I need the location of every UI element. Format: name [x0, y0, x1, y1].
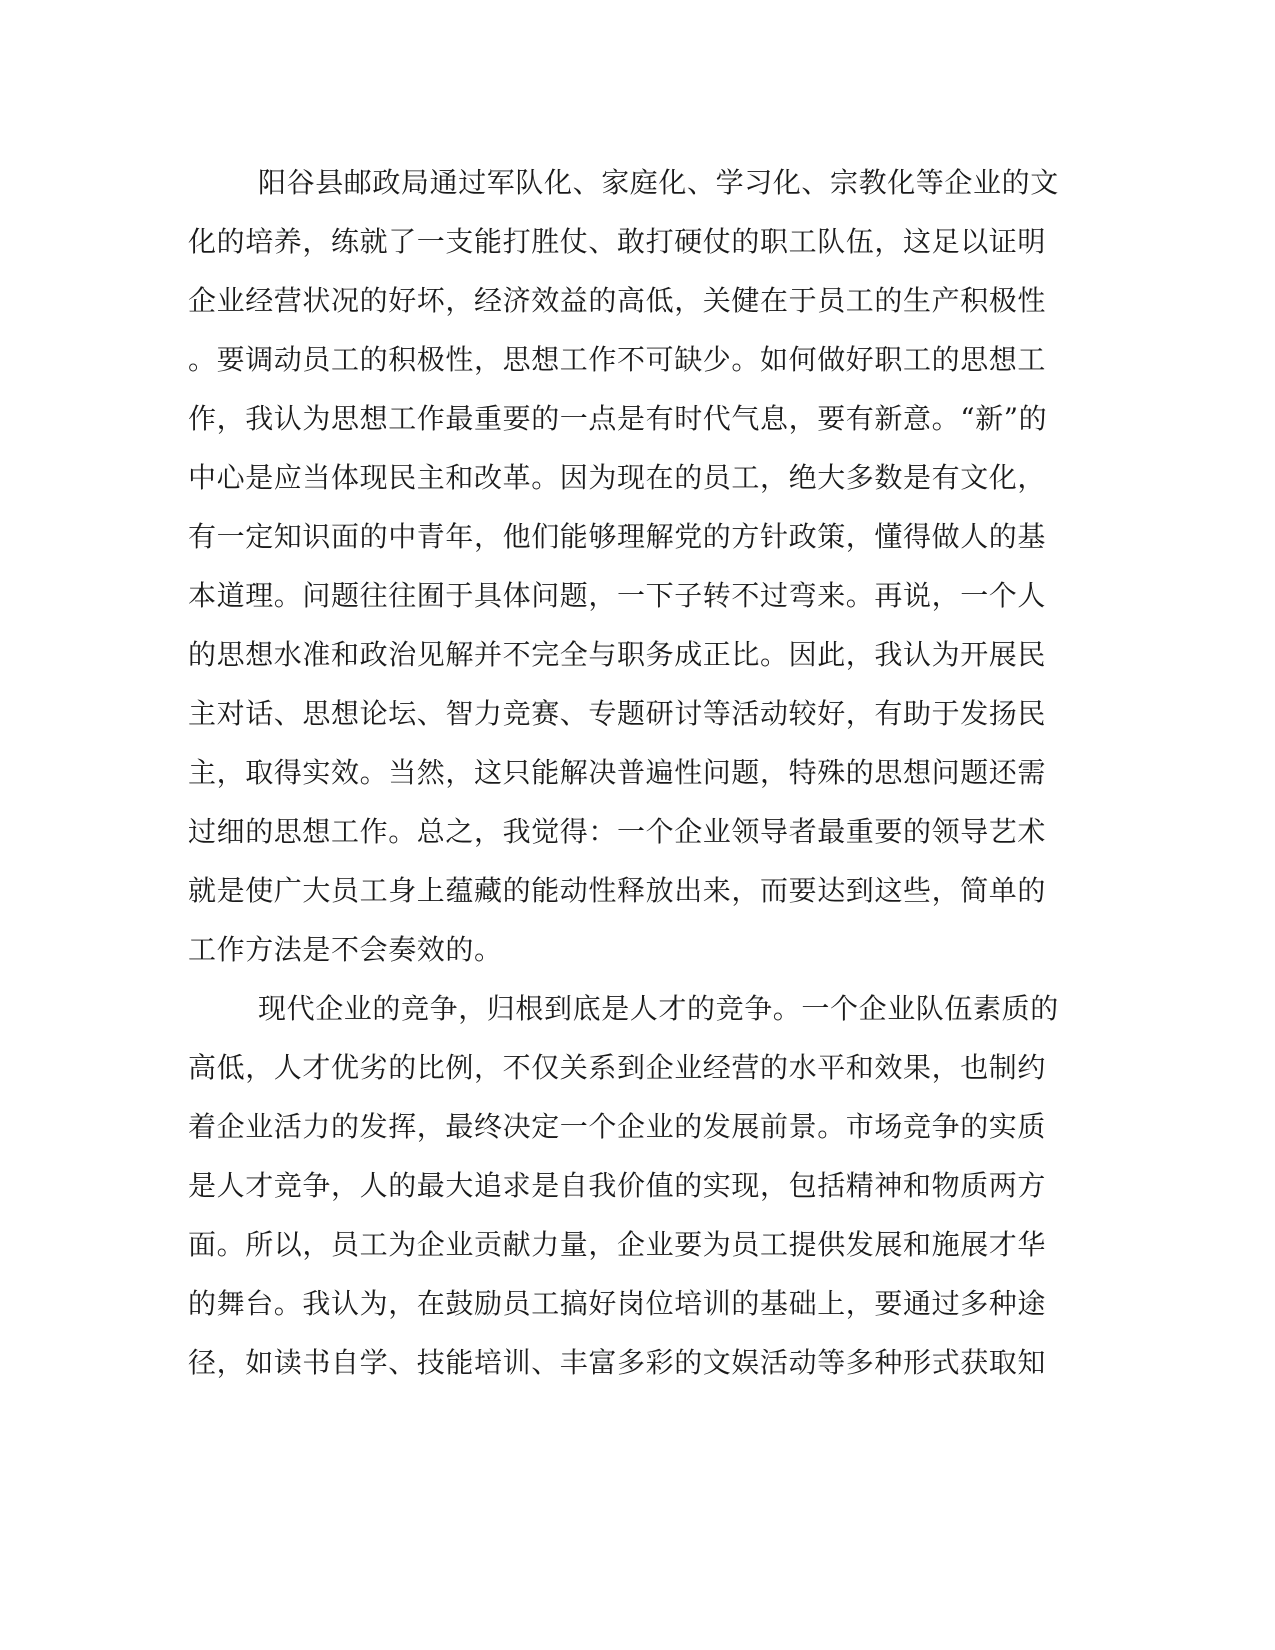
- paragraph-1-line-5: 作，我认为思想工作最重要的一点是有时代气息，要有新意。“新”的: [188, 402, 1048, 435]
- paragraph-2-line-2: 高低，人才优劣的比例，不仅关系到企业经营的水平和效果，也制约: [188, 1051, 1047, 1084]
- paragraph-1-line-7: 有一定知识面的中青年，他们能够理解党的方针政策，懂得做人的基: [188, 520, 1047, 553]
- paragraph-1-line-11: 主，取得实效。当然，这只能解决普遍性问题，特殊的思想问题还需: [188, 756, 1047, 789]
- paragraph-2-line-7: 径，如读书自学、技能培训、丰富多彩的文娱活动等多种形式获取知: [188, 1346, 1047, 1379]
- paragraph-1-line-2: 化的培养，练就了一支能打胜仗、敢打硬仗的职工队伍，这足以证明: [188, 225, 1047, 258]
- paragraph-2-line-3: 着企业活力的发挥，最终决定一个企业的发展前景。市场竞争的实质: [188, 1110, 1047, 1143]
- paragraph-2-line-1: 现代企业的竞争，归根到底是人才的竞争。一个企业队伍素质的: [258, 992, 1059, 1025]
- paragraph-2-line-5: 面。所以，员工为企业贡献力量，企业要为员工提供发展和施展才华: [188, 1228, 1047, 1261]
- paragraph-1-line-14: 工作方法是不会奏效的。: [188, 933, 503, 966]
- paragraph-1-line-6: 中心是应当体现民主和改革。因为现在的员工，绝大多数是有文化，: [188, 461, 1047, 494]
- paragraph-1-line-3: 企业经营状况的好坏，经济效益的高低，关健在于员工的生产积极性: [188, 284, 1047, 317]
- paragraph-1-line-10: 主对话、思想论坛、智力竞赛、专题研讨等活动较好，有助于发扬民: [188, 697, 1047, 730]
- paragraph-2-line-6: 的舞台。我认为，在鼓励员工搞好岗位培训的基础上，要通过多种途: [188, 1287, 1047, 1320]
- paragraph-1-line-13: 就是使广大员工身上蕴藏的能动性释放出来，而要达到这些，简单的: [188, 874, 1047, 907]
- paragraph-1-line-8: 本道理。问题往往囿于具体问题，一下子转不过弯来。再说，一个人: [188, 579, 1047, 612]
- paragraph-1-line-4: 。要调动员工的积极性，思想工作不可缺少。如何做好职工的思想工: [188, 343, 1047, 376]
- paragraph-1-line-9: 的思想水准和政治见解并不完全与职务成正比。因此，我认为开展民: [188, 638, 1047, 671]
- paragraph-2-line-4: 是人才竞争，人的最大追求是自我价值的实现，包括精神和物质两方: [188, 1169, 1047, 1202]
- paragraph-1-line-12: 过细的思想工作。总之，我觉得：一个企业领导者最重要的领导艺术: [188, 815, 1047, 848]
- paragraph-1-line-1: 阳谷县邮政局通过军队化、家庭化、学习化、宗教化等企业的文: [258, 166, 1059, 199]
